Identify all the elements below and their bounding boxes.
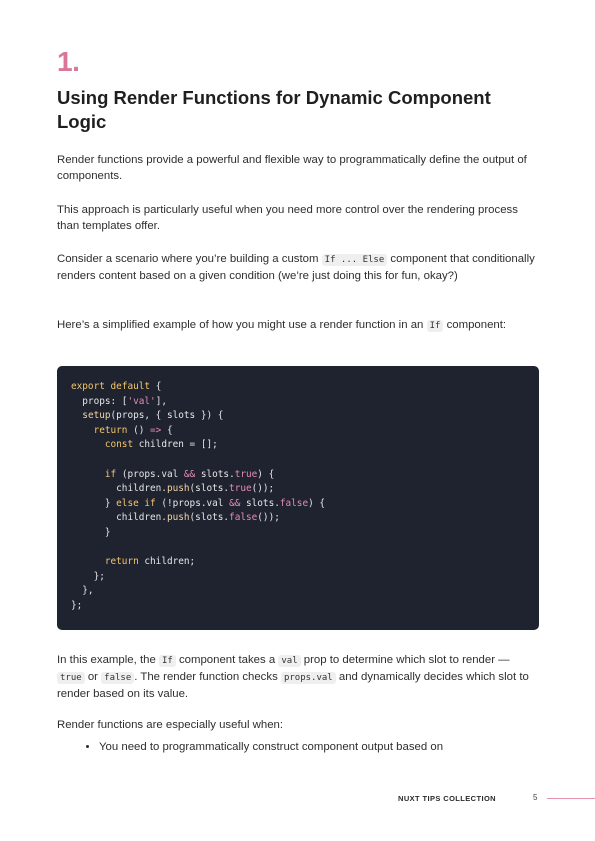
footer-label: NUXT TIPS COLLECTION [398, 794, 496, 803]
section-title: Using Render Functions for Dynamic Component Logic [57, 87, 491, 132]
paragraph-text: or [84, 671, 102, 683]
paragraph-intro: Render functions provide a powerful and flexible way to programmatically define the output of components. [57, 154, 527, 182]
inline-code: val [278, 655, 300, 667]
paragraph-text: and dynamically decides which slot to render based on its value. [57, 671, 529, 700]
paragraph-example-intro [57, 317, 539, 334]
paragraph-text: prop to determine which slot to render — [300, 654, 510, 666]
paragraph-text: Here’s a simplified example of how you might use a render function in an [57, 319, 427, 331]
page-number: 5 [533, 793, 538, 802]
bullet-list [57, 739, 539, 755]
paragraph-approach: This approach is particularly useful when you need more control over the rendering process than templates offer. [57, 204, 518, 232]
paragraph-text: component: [443, 319, 507, 331]
paragraph-explanation [57, 652, 539, 702]
inline-code: If [159, 655, 176, 667]
paragraph-text: component that conditionally renders content based on a given condition (we’re just doing this for fun, okay?) [57, 253, 535, 282]
inline-code: If [427, 320, 444, 332]
list-item: • You need to programmatically construct component output based on [99, 739, 539, 755]
paragraph-text: component takes a [175, 654, 279, 666]
paragraph-text: Consider a scenario where you’re building a custom [57, 253, 322, 265]
inline-code: true [57, 672, 85, 684]
inline-code: props.val [281, 672, 336, 684]
inline-code: false [101, 672, 134, 684]
section-number: 1. [57, 46, 80, 77]
paragraph-text: In this example, the [57, 654, 159, 666]
inline-code: If ... Else [322, 254, 388, 266]
paragraph-text: . The render function checks [134, 671, 281, 683]
code-block[interactable] [57, 366, 539, 630]
footer-accent-line [547, 798, 595, 799]
paragraph-scenario [57, 251, 539, 284]
code-text: export default { props: ['val'], setup(props, { slots }) { return () => { const children = []; if (props.val && slots.true) { children.push(slots.true()); } else if (!props.val && slots.false) { children.push(slots.false()); } return children; }; }, }; [71, 381, 326, 611]
paragraph-usefulness: Render functions are especially useful when: [57, 719, 284, 731]
